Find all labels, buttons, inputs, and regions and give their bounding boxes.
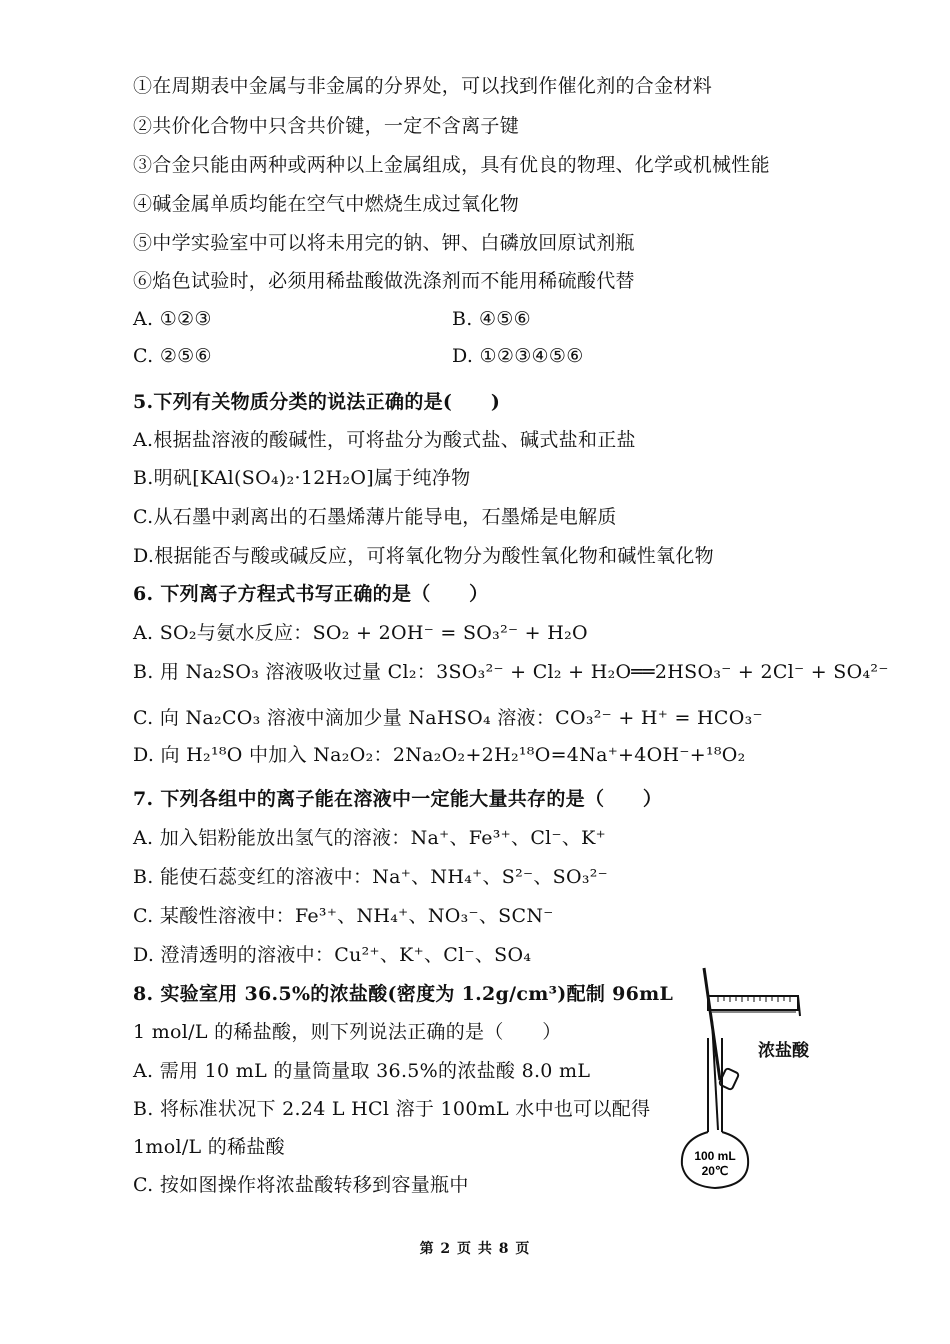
flask-volume-label: 100 mL <box>694 1149 736 1163</box>
q7-option-c: C. 某酸性溶液中：Fe³⁺、NH₄⁺、NO₃⁻、SCN⁻ <box>133 905 554 927</box>
graduated-cylinder <box>708 996 800 1016</box>
q7-option-a: A. 加入铝粉能放出氢气的溶液：Na⁺、Fe³⁺、Cl⁻、K⁺ <box>133 827 606 849</box>
q8-option-b-line2: 1mol/L 的稀盐酸 <box>133 1136 285 1158</box>
q6-stem: 6. 下列离子方程式书写正确的是（ ） <box>133 583 489 605</box>
q7-option-b: B. 能使石蕊变红的溶液中：Na⁺、NH₄⁺、S²⁻、SO₃²⁻ <box>133 866 608 888</box>
q5-option-b: B.明矾[KAl(SO₄)₂·12H₂O]属于纯净物 <box>133 467 471 489</box>
q8-option-a: A. 需用 10 mL 的量筒量取 36.5%的浓盐酸 8.0 mL <box>133 1060 591 1082</box>
q6-option-c: C. 向 Na₂CO₃ 溶液中滴加少量 NaHSO₄ 溶液：CO₃²⁻ + H⁺ = HCO₃⁻ <box>133 707 763 729</box>
conc-hcl-label: 浓盐酸 <box>758 1041 809 1061</box>
q4-item-1: ①在周期表中金属与非金属的分界处，可以找到作催化剂的合金材料 <box>133 75 713 97</box>
q4-option-c: C. ②⑤⑥ <box>133 345 212 367</box>
q4-option-a: A. ①②③ <box>133 308 212 330</box>
q7-option-d: D. 澄清透明的溶液中：Cu²⁺、K⁺、Cl⁻、SO₄ <box>133 944 532 966</box>
q6-option-b: B. 用 Na₂SO₃ 溶液吸收过量 Cl₂：3SO₃²⁻ + Cl₂ + H₂O══2HSO₃⁻ + 2Cl⁻ + SO₄²⁻ <box>133 661 889 683</box>
q8-stem-line2: 1 mol/L 的稀盐酸，则下列说法正确的是（ ） <box>133 1021 562 1043</box>
q5-option-c: C.从石墨中剥离出的石墨烯薄片能导电，石墨烯是电解质 <box>133 506 617 528</box>
transfer-figure <box>660 960 860 1190</box>
q6-option-d: D. 向 H₂¹⁸O 中加入 Na₂O₂：2Na₂O₂+2H₂¹⁸O=4Na⁺+4OH⁻+¹⁸O₂ <box>133 744 746 766</box>
page-footer: 第 2 页 共 8 页 <box>419 1241 531 1257</box>
q8-stem-line1: 8. 实验室用 36.5%的浓盐酸(密度为 1.2g/cm³)配制 96mL <box>133 983 674 1005</box>
q6-option-a: A. SO₂与氨水反应：SO₂ + 2OH⁻ = SO₃²⁻ + H₂O <box>133 622 588 644</box>
q7-stem: 7. 下列各组中的离子能在溶液中一定能大量共存的是（ ） <box>133 788 663 810</box>
q5-option-d: D.根据能否与酸或碱反应，可将氧化物分为酸性氧化物和碱性氧化物 <box>133 545 714 567</box>
q5-option-a: A.根据盐溶液的酸碱性，可将盐分为酸式盐、碱式盐和正盐 <box>133 429 636 451</box>
q4-item-4: ④碱金属单质均能在空气中燃烧生成过氧化物 <box>133 193 520 215</box>
q8-option-c: C. 按如图操作将浓盐酸转移到容量瓶中 <box>133 1174 469 1196</box>
q4-item-2: ②共价化合物中只含共价键，一定不含离子键 <box>133 115 520 137</box>
q5-stem: 5.下列有关物质分类的说法正确的是( ) <box>133 391 501 413</box>
q4-option-b: B. ④⑤⑥ <box>452 308 531 330</box>
q4-item-3: ③合金只能由两种或两种以上金属组成，具有优良的物理、化学或机械性能 <box>133 154 770 176</box>
q4-item-5: ⑤中学实验室中可以将未用完的钠、钾、白磷放回原试剂瓶 <box>133 232 635 254</box>
q4-item-6: ⑥焰色试验时，必须用稀盐酸做洗涤剂而不能用稀硫酸代替 <box>133 270 635 292</box>
q4-option-d: D. ①②③④⑤⑥ <box>452 345 584 367</box>
flask-temp-label: 20℃ <box>701 1164 729 1178</box>
apparatus-drawing <box>660 960 860 1190</box>
q8-option-b-line1: B. 将标准状况下 2.24 L HCl 溶于 100mL 水中也可以配得 <box>133 1098 651 1120</box>
